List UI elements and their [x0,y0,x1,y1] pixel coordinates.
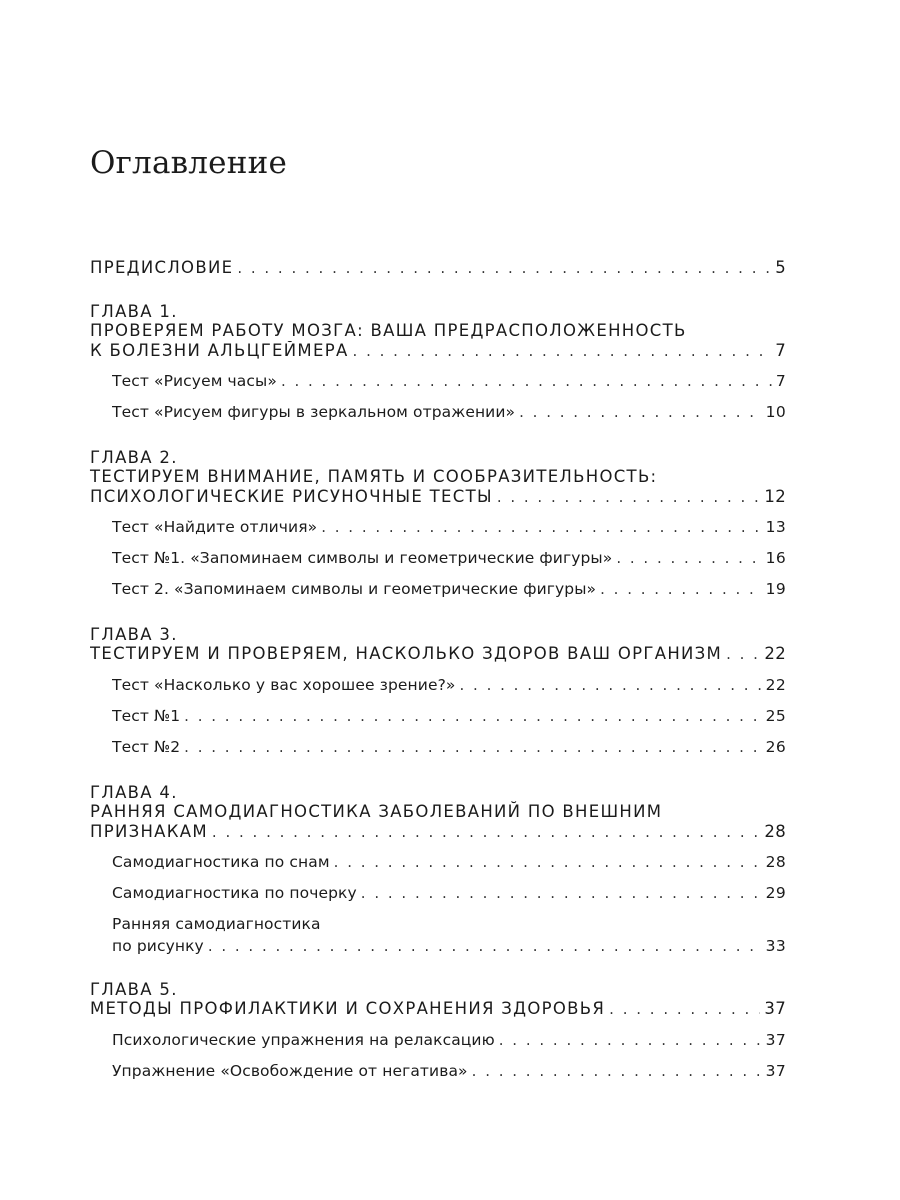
toc-entry-text: Ранняя самодиагностика [112,915,321,933]
leader-dots [321,518,761,536]
toc-subentry[interactable] [112,1031,786,1049]
toc-subentry[interactable] [112,403,786,421]
leader-dots [184,738,762,756]
leader-dots [361,884,762,902]
chapter-title: ТЕСТИРУЕМ ВНИМАНИЕ, ПАМЯТЬ И СООБРАЗИТЕЛЬНОСТЬ: [90,467,658,486]
page-number: 22 [764,644,786,663]
page-number: 28 [764,822,786,841]
page-title: Оглавление [90,145,287,181]
toc-entry-text: Тест 2. «Запоминаем символы и геометрические фигуры» [112,580,597,598]
toc-entry-chapter-1[interactable] [90,341,786,360]
toc-entry-text: Психологические упражнения на релаксацию [112,1031,495,1049]
page-number: 22 [765,676,786,694]
leader-dots [472,1062,762,1080]
page-number: 28 [765,853,786,871]
chapter-label: ГЛАВА 5. [90,980,178,999]
toc-subentry[interactable] [112,937,786,955]
toc-entry-text: Тест «Насколько у вас хорошее зрение?» [112,676,456,694]
page-number: 37 [765,1031,786,1049]
toc-entry-text: Упражнение «Освобождение от негатива» [112,1062,468,1080]
page-number: 26 [765,738,786,756]
toc-entry-text: по рисунку [112,937,204,955]
toc-entry-text: Самодиагностика по снам [112,853,330,871]
page-number: 37 [765,1062,786,1080]
toc-subentry[interactable] [112,738,786,756]
leader-dots [353,342,772,360]
toc-entry-text: Тест №2 [112,738,181,756]
leader-dots [237,259,771,277]
leader-dots [208,937,762,955]
chapter-title: ПРИЗНАКАМ [90,822,208,841]
toc-entry-text: Самодиагностика по почерку [112,884,357,902]
toc-entry-text: ПРЕДИСЛОВИЕ [90,258,234,277]
toc-entry-chapter-5[interactable] [90,999,786,1018]
leader-dots [616,549,761,567]
leader-dots [334,853,762,871]
leader-dots [212,823,760,841]
leader-dots [460,676,762,694]
toc-subentry[interactable] [112,676,786,694]
page-number: 16 [765,549,786,567]
page-number: 7 [775,372,786,390]
toc-entry-preface[interactable] [90,258,786,277]
page-number: 13 [765,518,786,536]
toc-subentry[interactable] [112,1062,786,1080]
chapter-title: К БОЛЕЗНИ АЛЬЦГЕЙМЕРА [90,341,349,360]
page-number: 33 [765,937,786,955]
chapter-label: ГЛАВА 4. [90,783,178,802]
toc-entry-chapter-4[interactable] [90,822,786,841]
leader-dots [497,488,761,506]
leader-dots [184,707,762,725]
toc-subentry[interactable] [112,884,786,902]
toc-subentry[interactable] [112,372,786,390]
toc-entry-text: Тест «Рисуем фигуры в зеркальном отражении» [112,403,516,421]
toc-subentry[interactable] [112,518,786,536]
leader-dots [726,645,760,663]
leader-dots [600,580,762,598]
chapter-label: ГЛАВА 2. [90,448,178,467]
page-number: 29 [765,884,786,902]
page-number: 19 [765,580,786,598]
page-number: 37 [764,999,786,1018]
chapter-title: ПСИХОЛОГИЧЕСКИЕ РИСУНОЧНЫЕ ТЕСТЫ [90,487,493,506]
chapter-title: ТЕСТИРУЕМ И ПРОВЕРЯЕМ, НАСКОЛЬКО ЗДОРОВ ВАШ ОРГАНИЗМ [90,644,723,663]
chapter-title: ПРОВЕРЯЕМ РАБОТУ МОЗГА: ВАША ПРЕДРАСПОЛОЖЕННОСТЬ [90,321,687,340]
leader-dots [499,1031,762,1049]
chapter-title: РАННЯЯ САМОДИАГНОСТИКА ЗАБОЛЕВАНИЙ ПО ВНЕШНИМ [90,802,663,821]
page-number: 10 [765,403,786,421]
chapter-label: ГЛАВА 1. [90,302,178,321]
toc-subentry[interactable] [112,549,786,567]
toc-subentry[interactable] [112,707,786,725]
page-number: 25 [765,707,786,725]
toc-entry-text: Тест №1. «Запоминаем символы и геометрические фигуры» [112,549,613,567]
leader-dots [519,403,762,421]
page-number: 5 [775,258,786,277]
toc-entry-chapter-3[interactable] [90,644,786,663]
toc-entry-text: Тест №1 [112,707,181,725]
toc-subentry[interactable] [112,580,786,598]
chapter-label: ГЛАВА 3. [90,625,178,644]
page-number: 12 [764,487,786,506]
leader-dots [609,1000,760,1018]
toc-entry-text: Тест «Рисуем часы» [112,372,277,390]
page-number: 7 [775,341,786,360]
leader-dots [281,372,772,390]
toc-entry-text: Тест «Найдите отличия» [112,518,318,536]
toc-entry-chapter-2[interactable] [90,487,786,506]
toc-subentry[interactable] [112,853,786,871]
chapter-title: МЕТОДЫ ПРОФИЛАКТИКИ И СОХРАНЕНИЯ ЗДОРОВЬЯ [90,999,606,1018]
